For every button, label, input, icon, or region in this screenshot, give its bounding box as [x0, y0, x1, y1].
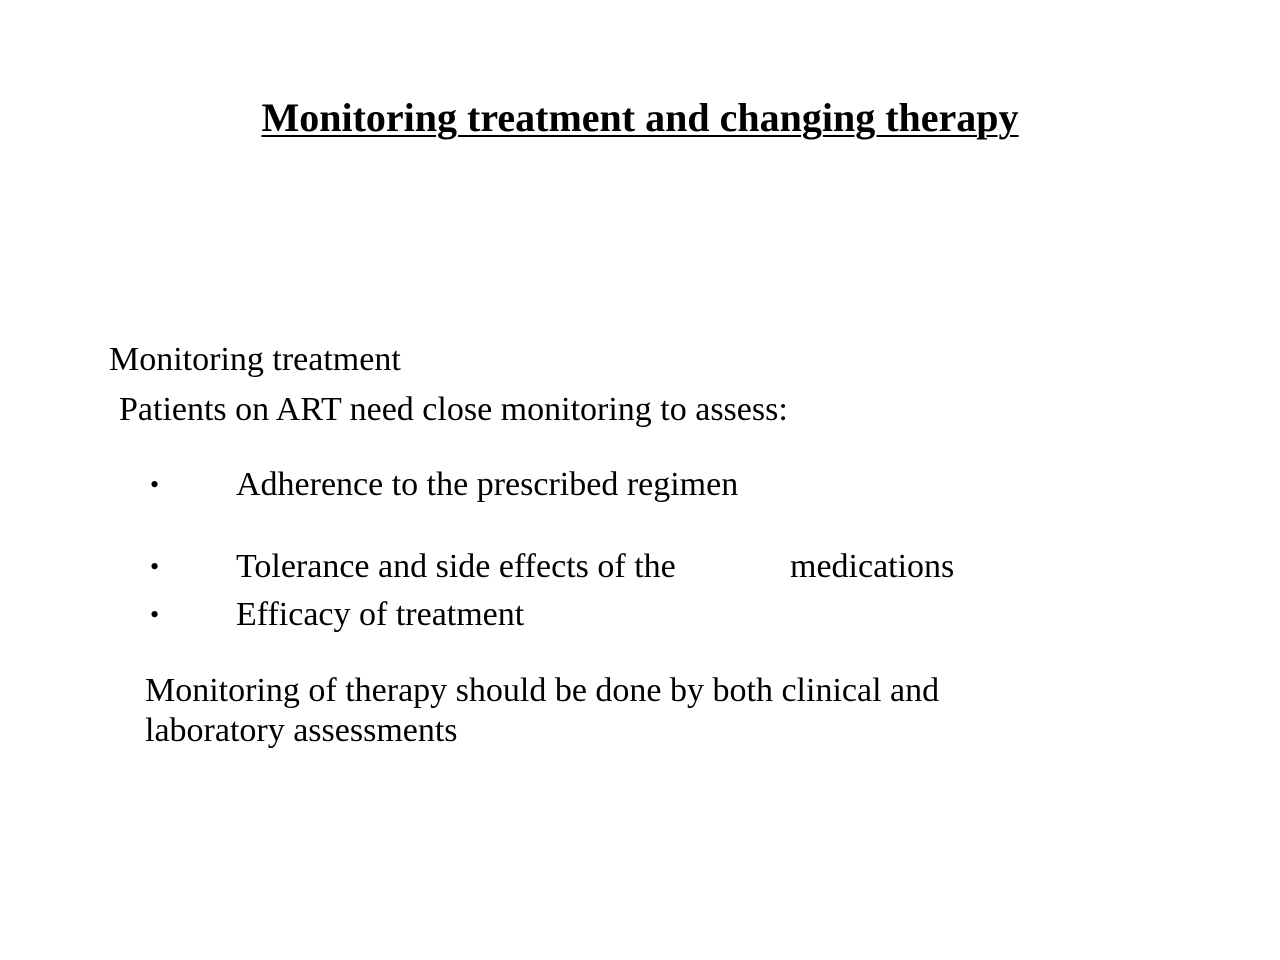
bullet-item: [0, 465, 1280, 505]
intro-text: Patients on ART need close monitoring to assess:: [119, 391, 788, 428]
bullet-icon: •: [150, 600, 160, 629]
bullet-item: [0, 547, 1280, 587]
closing-line: laboratory assessments: [145, 712, 458, 749]
closing-line: Monitoring of therapy should be done by both clinical and: [145, 672, 940, 709]
section-heading: Monitoring treatment: [109, 341, 401, 378]
bullet-item: [0, 595, 1280, 635]
bullet-icon: •: [150, 470, 160, 499]
bullet-text: Tolerance and side effects of the: [236, 548, 676, 585]
bullet-icon: •: [150, 552, 160, 581]
bullet-text: Efficacy of treatment: [236, 596, 525, 633]
bullet-text-continuation: medications: [790, 548, 955, 585]
slide-title: Monitoring treatment and changing therapy: [261, 95, 1019, 140]
closing-paragraph: [145, 671, 1105, 751]
bullet-text: Adherence to the prescribed regimen: [236, 466, 739, 503]
